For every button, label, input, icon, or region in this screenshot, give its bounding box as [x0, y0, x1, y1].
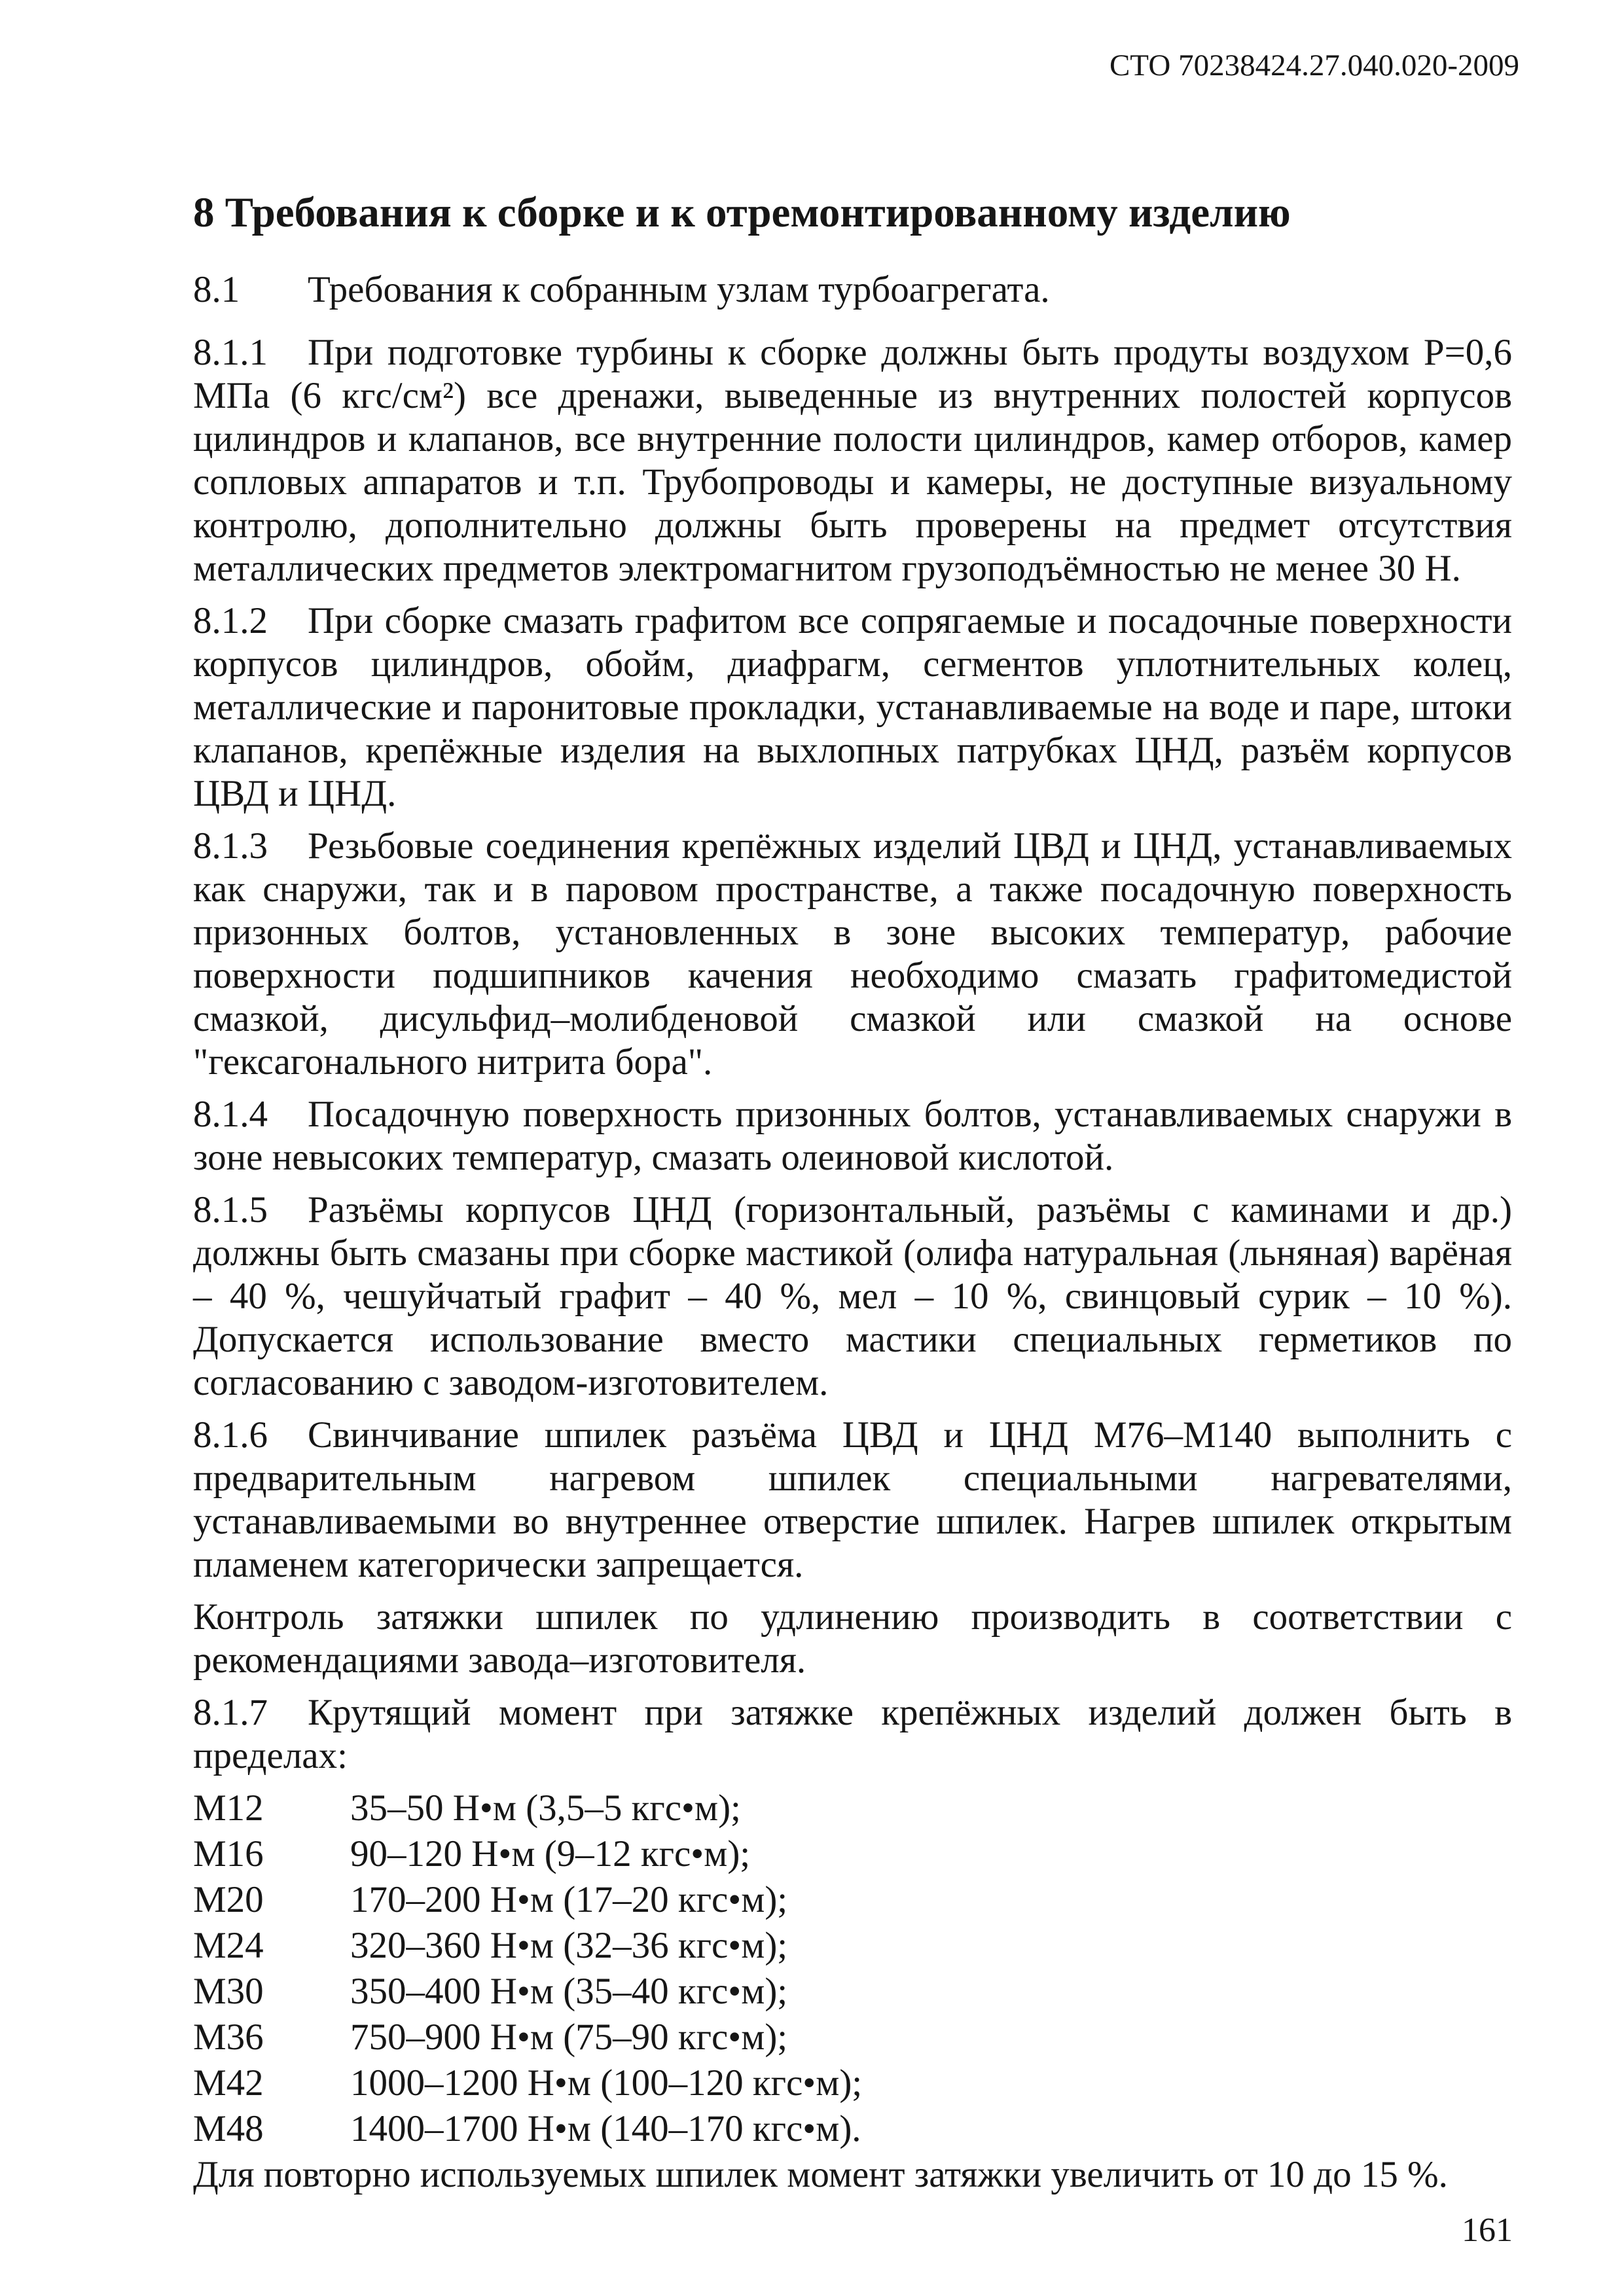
paragraph-number: 8.1.4: [193, 1094, 268, 1135]
torque-row: [193, 2062, 1512, 2105]
torque-value: 1000–1200 Н•м (100–120 кгс•м);: [350, 2062, 863, 2104]
paragraph-text: При подготовке турбины к сборке должны быть продуты воздухом Р=0,6 МПа (6 кгс/см²) все дренажи, выведенные из внутренних полостей корпусов цилиндров и клапанов, все внутренние полости цилиндров, камер отборов, камер сопловых аппаратов и т.п. Трубопроводы и камеры, не доступные визуальному контролю, дополнительно должны быть проверены на предмет отсутствия металлических предметов электромагнитом грузоподъёмностью не менее 30 Н.: [193, 332, 1512, 589]
paragraph-8-1: [193, 268, 1512, 312]
torque-value: 320–360 Н•м (32–36 кгс•м);: [350, 1925, 788, 1966]
torque-value: 1400–1700 Н•м (140–170 кгс•м).: [350, 2108, 861, 2149]
paragraph-8-1-7: [193, 1691, 1512, 1778]
torque-value: 750–900 Н•м (75–90 кгс•м);: [350, 2017, 788, 2058]
paragraph-8-1-6: [193, 1414, 1512, 1587]
paragraph-8-1-4: [193, 1093, 1512, 1179]
torque-row: [193, 1787, 1512, 1830]
paragraph-number: 8.1.5: [193, 1189, 268, 1230]
torque-row: [193, 1924, 1512, 1967]
paragraph-8-1-1: [193, 331, 1512, 590]
bolt-size: М36: [193, 2017, 264, 2058]
bolt-size: М24: [193, 1925, 264, 1966]
paragraph-text: Разъёмы корпусов ЦНД (горизонтальный, разъёмы с каминами и др.) должны быть смазаны при сборке мастикой (олифа натуральная (льняная) варёная – 40 %, чешуйчатый графит – 40 %, мел – 10 %, свинцовый сурик – 10 %). Допускается использование вместо мастики специальных герметиков по согласованию с заводом-изготовителем.: [193, 1189, 1512, 1403]
paragraph-text: Крутящий момент при затяжке крепёжных изделий должен быть в пределах:: [193, 1692, 1512, 1776]
bolt-size: М30: [193, 1971, 264, 2012]
bolt-size: М42: [193, 2062, 264, 2104]
page-number: 161: [1462, 2212, 1513, 2249]
torque-row: [193, 1833, 1512, 1876]
paragraph-text: При сборке смазать графитом все сопрягаемые и посадочные поверхности корпусов цилиндров, обойм, диафрагм, сегментов уплотнительных колец, металлические и паронитовые прокладки, устанавливаемые на воде и паре, штоки клапанов, крепёжные изделия на выхлопных патрубках ЦНД, разъём корпусов ЦВД и ЦНД.: [193, 600, 1512, 814]
closing-paragraph: Для повторно используемых шпилек момент затяжки увеличить от 10 до 15 %.: [193, 2154, 1448, 2195]
bolt-size: М48: [193, 2108, 264, 2149]
torque-value: 90–120 Н•м (9–12 кгс•м);: [350, 1833, 751, 1874]
paragraph-8-1-5: [193, 1189, 1512, 1405]
torque-row: [193, 2108, 1512, 2151]
bolt-size: М16: [193, 1833, 264, 1874]
paragraph-number: 8.1.2: [193, 600, 268, 641]
torque-value: 35–50 Н•м (3,5–5 кгс•м);: [350, 1787, 741, 1829]
section-title: 8 Требования к сборке и к отремонтированному изделию: [193, 189, 1291, 236]
paragraph-number: 8.1.1: [193, 332, 268, 373]
torque-value: 350–400 Н•м (35–40 кгс•м);: [350, 1971, 788, 2012]
paragraph-text: Резьбовые соединения крепёжных изделий ЦВД и ЦНД, устанавливаемых как снаружи, так и в паровом пространстве, а также посадочную поверхность призонных болтов, установленных в зоне высоких температур, рабочие поверхности подшипников качения необходимо смазать графитомедистой смазкой, дисульфид–молибденовой смазкой или смазкой на основе "гексагонального нитрита бора".: [193, 825, 1512, 1083]
paragraph-8-1-3: [193, 825, 1512, 1084]
paragraph-tightening-control: [193, 1596, 1512, 1682]
paragraph-number: 8.1.7: [193, 1692, 268, 1733]
paragraph-8-1-2: [193, 600, 1512, 816]
document-standard-code: СТО 70238424.27.040.020-2009: [1109, 48, 1519, 82]
torque-row: [193, 1970, 1512, 2013]
bolt-size: М12: [193, 1787, 264, 1829]
torque-list: [193, 1787, 1512, 2151]
paragraph-text: Посадочную поверхность призонных болтов, устанавливаемых снаружи в зоне невысоких температур, смазать олеиновой кислотой.: [193, 1094, 1512, 1178]
paragraph-number: 8.1: [193, 269, 240, 310]
paragraph-number: 8.1.3: [193, 825, 268, 867]
torque-row: [193, 2016, 1512, 2059]
document-body: [193, 268, 1512, 2206]
paragraph-text: Контроль затяжки шпилек по удлинению производить в соответствии с рекомендациями завода–изготовителя.: [193, 1596, 1512, 1681]
torque-row: [193, 1878, 1512, 1922]
paragraph-text: Требования к собранным узлам турбоагрегата.: [308, 269, 1050, 310]
torque-value: 170–200 Н•м (17–20 кгс•м);: [350, 1879, 788, 1920]
bolt-size: М20: [193, 1879, 264, 1920]
paragraph-number: 8.1.6: [193, 1414, 268, 1456]
paragraph-text: Свинчивание шпилек разъёма ЦВД и ЦНД М76–М140 выполнить с предварительным нагревом шпилек специальными нагревателями, устанавливаемыми во внутреннее отверстие шпилек. Нагрев шпилек открытым пламенем категорически запрещается.: [193, 1414, 1512, 1585]
